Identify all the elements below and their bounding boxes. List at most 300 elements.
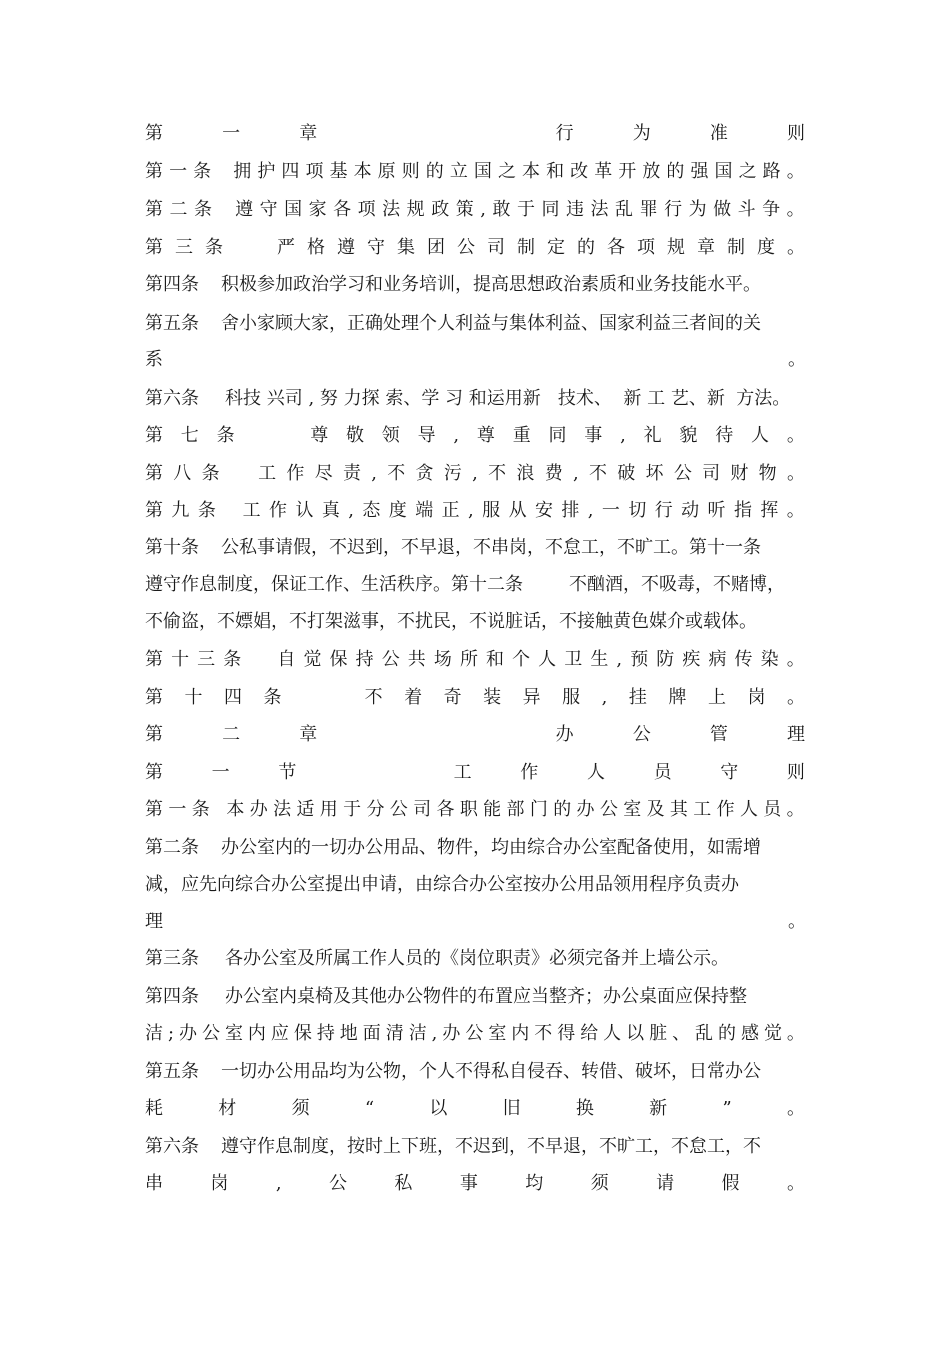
article-body-char: 服 [482,500,501,521]
article-2-3 [145,947,729,971]
article-body-char: 立 [449,161,468,182]
article-body-char: 排 [561,500,580,521]
article-head-char: 第 [145,237,163,258]
article-body: 办公室内的一切办公用品、物件，均由综合办公室配备使用，如需增 [221,837,761,858]
article-body-char: 尊 [476,425,495,446]
article-body-char: 敢 [492,199,511,220]
article-body-char: 事 [459,1173,478,1194]
article-body-char: 办 [249,799,268,820]
article-body-char: 作 [716,799,735,820]
section-1-title-char: 节 [278,762,297,783]
article-body-char: 人 [538,649,557,670]
article-body-char: 场 [433,649,452,670]
article-body-char: 觉 [763,1023,782,1044]
section-1-title-char: 一 [211,762,230,783]
article-body-char: 乱 [695,1023,714,1044]
article-body-char: 斗 [737,199,756,220]
article-body-char: 室 [488,1023,507,1044]
article-body-char: 一 [601,500,620,521]
section-1-title [145,761,805,785]
article-body: 各办公室及所属工作人员的《岗位职责》必须完备并上墙公示。 [225,948,729,969]
article-body-char: 的 [425,161,444,182]
article-body-char: 四 [281,161,300,182]
article-body-char: 国 [714,161,733,182]
article-body-char: 应 [270,1023,289,1044]
article-head-char: 条 [191,799,210,820]
article-body-char: 端 [415,500,434,521]
article-body-char: 感 [740,1023,759,1044]
article-body-char: 分 [366,799,385,820]
article-body-char: 室 [623,799,642,820]
article-body-char: 不 [364,687,383,708]
article-body-char: 工 [258,463,277,484]
article-head: 第六条 [145,388,199,409]
article-body-char: 指 [733,500,752,521]
article-body-char: 的 [577,237,595,258]
article-body-char: 公 [389,799,408,820]
article-2-1 [145,798,805,822]
article-body-char: 人 [603,1023,622,1044]
article-body-char: 之 [738,161,757,182]
article-body-char: 。 [786,1023,805,1044]
article-body-char: 。 [787,237,805,258]
section-1-title-char: 则 [786,762,805,783]
article-body-char: 导 [417,425,436,446]
article-head: 第四条 [145,274,199,295]
article-head-char: 条 [205,237,223,258]
article-body-char: 司 [413,799,432,820]
chapter-2-title-char: 管 [709,724,728,745]
article-body-char: 室 [224,1023,243,1044]
article-body-char: 的 [718,1023,736,1044]
article-body-char: 领 [381,425,400,446]
article-body-char: 守 [259,199,278,220]
article-body-char: 拥 [233,161,252,182]
article-body-char: 办 [576,799,595,820]
article-body-char: 待 [715,425,734,446]
article-body-char: 保 [329,649,348,670]
article-body-char: 持 [316,1023,335,1044]
article-body-char: 项 [305,161,324,182]
article-body-char: 放 [642,161,661,182]
article-body-char: 耗 [145,1098,163,1119]
article-body-char: 装 [483,687,502,708]
article-body-char: , [348,500,354,521]
article-body-char: 公 [329,1173,347,1194]
article-body-char: 共 [407,649,426,670]
article-body-char: 。 [786,425,805,446]
article-1-3 [145,236,805,260]
article-head: 第十条 [145,537,199,558]
article-body-char: 法 [382,199,401,220]
article-body-char: 得 [557,1023,576,1044]
article-body-char: 生 [590,649,609,670]
article-head: 第六条 [145,1136,199,1157]
article-body-char: 私 [394,1173,413,1194]
article-body: 一切办公用品均为公物，个人不得私自侵吞、转借、破坏，日常办公 [221,1061,761,1082]
article-body-char: 路 [762,161,781,182]
article-body-char: 给 [580,1023,599,1044]
article-body-char: 格 [307,237,325,258]
article-body-char: 公 [599,799,618,820]
chapter-2-title-char: 第 [145,724,163,745]
article-body-char: 洁 [145,1023,163,1044]
article-body-char: 异 [522,687,541,708]
article-body-char: 服 [562,687,581,708]
article-body-char: 人 [751,425,770,446]
article-body: 遵守作息制度，按时上下班，不迟到，不早退，不旷工，不怠工，不 [221,1136,761,1157]
article-body-char: 病 [708,649,727,670]
article-head-char: 七 [180,425,199,446]
section-1-title-char: 作 [520,762,539,783]
article-body-char: 本 [522,161,540,182]
article-body-char: 。 [786,1098,805,1119]
article-body-char: 费 [544,463,563,484]
article-body-char: 正 [441,500,460,521]
chapter-1-title-char: 则 [786,123,805,144]
article-body-char: 安 [534,500,553,521]
article-body-char: 礼 [643,425,662,446]
article-body-char: 强 [690,161,709,182]
article-body-char: 同 [548,425,567,446]
article-head-char: 条 [223,649,242,670]
article-head-char: 第 [145,463,163,484]
article-body-char: 均 [525,1173,544,1194]
article-body-char: 之 [497,161,516,182]
article-body-char: 守 [367,237,385,258]
article-body-char: 预 [630,649,649,670]
article-head: 第三条 [145,948,199,969]
chapter-2-title-char: 公 [632,724,651,745]
article-body-char: 。 [786,799,805,820]
article-body-char: 防 [656,649,675,670]
article-1-10 [145,536,761,560]
article-1-11 [145,573,785,597]
article-body-char: ; [167,1023,175,1044]
article-body: 不偷盗，不嫖娼，不打架滋事，不扰民，不说脏话，不接触黄色媒介或载体。 [145,611,757,632]
article-body-char: 觉 [303,649,322,670]
article-body-char: 项 [357,199,376,220]
article-body-char: 办 [442,1023,461,1044]
article-head: 第五条 [145,1061,199,1082]
article-body-char: , [275,1173,282,1194]
article-body-char: 贪 [415,463,434,484]
article-head-char: 第 [145,161,163,182]
article-body-char: 护 [257,161,276,182]
article-head-char: 条 [263,687,282,708]
article-body-char: 听 [707,500,726,521]
article-body-char: 公 [465,1023,484,1044]
article-body-char: 同 [541,199,560,220]
article-body-char: 牌 [668,687,687,708]
article-body-char: 动 [681,500,700,521]
chapter-1-title-char: 第 [145,123,163,144]
article-body-char: 违 [566,199,585,220]
article-body-char: 公 [673,463,692,484]
article-1-12 [145,610,757,634]
article-head-char: 条 [216,425,235,446]
article-1-5-tail [145,348,805,372]
article-body-char: 认 [295,500,314,521]
chapter-1-title-char: 行 [555,123,574,144]
article-body-char: 适 [296,799,315,820]
article-1-2 [145,198,805,222]
chapter-1-title-char: 准 [709,123,728,144]
article-1-13 [145,648,805,672]
chapter-2-title-char: 章 [299,724,318,745]
article-body-char: 不 [588,463,607,484]
article-body-char: 破 [617,463,636,484]
article-body-char: 乱 [615,199,634,220]
article-body-char: 规 [406,199,425,220]
article-head-char: 九 [171,500,190,521]
article-body-char: 本 [353,161,372,182]
article-body-char: 和 [546,161,565,182]
article-body-char: 奇 [443,687,462,708]
article-body-char: 责 [342,463,361,484]
article-body-char: 卫 [564,649,583,670]
article-2-4-cont [145,1022,805,1046]
article-body-char: 为 [688,199,707,220]
article-body-char: 门 [529,799,548,820]
article-body-char: 污 [443,463,462,484]
article-body-char: 司 [702,463,721,484]
article-body: 减，应先向综合办公室提出申请，由综合办公室按办公用品领用程序负责办 [145,874,739,895]
article-head-char: 条 [194,199,213,220]
article-body-char: 其 [669,799,688,820]
article-body-char: 则 [401,161,420,182]
article-period: 。 [788,349,806,370]
article-1-9 [145,499,805,523]
article-body-char: 着 [404,687,423,708]
article-head-char: 条 [193,161,212,182]
article-tail: 系 [145,349,163,370]
article-body-char: 的 [666,161,685,182]
article-1-6 [145,387,790,411]
article-body-char: 不 [387,463,406,484]
article-body-char: 各 [607,237,625,258]
article-body-char: 员 [763,799,782,820]
article-body-char: 公 [381,649,400,670]
article-head-char: 十 [184,687,203,708]
article-2-6 [145,1135,761,1159]
section-1-title-char: 人 [586,762,605,783]
article-body-char: 公 [457,237,475,258]
section-1-title-char: 工 [453,762,472,783]
article-head-char: 第 [145,199,163,220]
article-body-char: 浪 [516,463,535,484]
article-body-char: 政 [431,199,450,220]
article-tail: 理 [145,911,163,932]
article-head-char: 第 [145,500,163,521]
article-body-char: 改 [570,161,589,182]
article-body-char: 自 [277,649,296,670]
article-body-char: 不 [534,1023,553,1044]
article-body-char: 染 [760,649,779,670]
article-body-char: , [371,463,377,484]
article-body-char: 作 [286,463,305,484]
article-body-char: 脏 [649,1023,668,1044]
article-body-2: 不酗酒，不吸毒，不赌博， [569,574,785,595]
article-2-5 [145,1060,761,1084]
article-body-char: 材 [218,1098,237,1119]
article-body-char: 度 [757,237,775,258]
article-body-char: 各 [333,199,352,220]
article-body: 积极参加政治学习和业务培训，提高思想政治素质和业务技能水平。 [221,274,761,295]
article-body-char: 团 [427,237,445,258]
article-body-char: 须 [291,1098,310,1119]
article-body-char: ” [722,1098,732,1119]
article-body-char: 持 [355,649,374,670]
article-body-char: 以 [626,1023,645,1044]
article-body-char: 规 [667,237,685,258]
article-body-char: 假 [721,1173,740,1194]
article-2-2 [145,836,761,860]
article-2-2-cont [145,873,739,897]
article-body-char: 旧 [502,1098,521,1119]
article-body-char: 。 [786,463,805,484]
article-body-char: , [601,687,608,708]
article-body-char: 策 [455,199,474,220]
article-body-char: , [472,463,478,484]
article-head-char: 第 [145,649,163,670]
article-body-char: , [620,425,626,446]
article-body-char: 于 [516,199,535,220]
article-body-char: 貌 [679,425,698,446]
article-body-char: 于 [343,799,362,820]
article-body-char: 司 [487,237,505,258]
article-body-char: 职 [459,799,478,820]
article-body-char: 面 [362,1023,381,1044]
article-body-char: 挂 [628,687,647,708]
article-body-char: 新 [649,1098,668,1119]
article-body-char: 换 [575,1098,594,1119]
article-body-char: 。 [786,199,805,220]
article-body-char: 保 [293,1023,312,1044]
article-period: 。 [788,911,806,932]
article-head-char: 一 [169,161,188,182]
article-head-char: 二 [169,199,188,220]
chapter-1-title [145,122,805,146]
article-head-char: 八 [173,463,192,484]
article-body-char: 罪 [639,199,658,220]
article-body-char: 。 [786,649,805,670]
article-body-char: 切 [628,500,647,521]
article-body-char: 行 [654,500,673,521]
article-body-char: 各 [436,799,455,820]
article-1-8 [145,462,805,486]
article-head-char: 第 [145,425,163,446]
article-body-char: 办 [179,1023,198,1044]
chapter-1-title-char: 为 [632,123,651,144]
article-body-char: 开 [618,161,637,182]
article-body-char: 。 [786,687,805,708]
article-body-char: 传 [734,649,753,670]
article-body-char: , [616,649,623,670]
article-body-char: 基 [329,161,348,182]
article-body-char: 及 [646,799,665,820]
article-head-char: 十 [171,649,190,670]
article-body-char: 国 [284,199,303,220]
article-1-14 [145,686,805,710]
article-body-char: 所 [459,649,478,670]
article-body-char: 挥 [760,500,779,521]
article-body-char: 遵 [337,237,355,258]
article-body-char: 态 [362,500,381,521]
article-body: 公私事请假，不迟到，不早退，不串岗，不怠工，不旷工。第十一条 [221,537,761,558]
article-body-char: 个 [512,649,531,670]
chapter-2-title-char: 办 [555,724,574,745]
article-body-char: 能 [483,799,502,820]
article-body-char: 清 [385,1023,404,1044]
article-1-5 [145,312,761,336]
section-1-title-char: 守 [720,762,739,783]
article-body-char: 。 [786,1173,805,1194]
chapter-2-title [145,723,805,747]
article-body-char: 项 [637,237,655,258]
article-body-char: 地 [339,1023,358,1044]
article-body-char: 工 [693,799,712,820]
article-body-char: 疾 [682,649,701,670]
article-body-char: 物 [758,463,777,484]
article-body-char: 公 [201,1023,220,1044]
article-body-char: 家 [308,199,327,220]
article-head-char: 第 [145,799,163,820]
article-head-char: 四 [224,687,243,708]
article-body-char: 工 [242,500,261,521]
article-body-char: 岗 [210,1173,229,1194]
article-body-char: 做 [713,199,732,220]
article-body-char: 度 [388,500,407,521]
article-body-char: , [468,500,474,521]
article-body-char: 。 [786,161,805,182]
chapter-2-title-char: 理 [786,724,805,745]
article-body-char: 尽 [314,463,333,484]
article-body-char: 串 [145,1173,163,1194]
article-body-char: 以 [429,1098,448,1119]
chapter-2-title-char: 二 [222,724,241,745]
article-body: 舍小家顾大家，正确处理个人利益与集体利益、国家利益三者间的关 [221,313,761,334]
article-body-char: 尊 [310,425,329,446]
article-body-char: 本 [226,799,245,820]
article-body-char: 上 [707,687,726,708]
article-body-char: 和 [486,649,505,670]
article-body-char: 坏 [645,463,664,484]
article-body-char: 作 [269,500,288,521]
article-head: 第四条 [145,986,199,1007]
article-body: 科技 兴司 , 努 力探 索、学 习 和运用新 技术、 新 工 艺、新 方法。 [225,388,791,409]
article-body-char: 的 [553,799,572,820]
article-body-char: 内 [247,1023,266,1044]
article-body-char: 部 [506,799,525,820]
article-1-4 [145,273,761,297]
article-body-char: 须 [590,1173,609,1194]
section-1-title-char: 员 [653,762,672,783]
article-body-char: , [572,463,579,484]
article-body-char: “ [364,1098,375,1119]
article-head-char: 三 [197,649,216,670]
article-body-char: 请 [656,1173,675,1194]
chapter-1-title-char: 章 [299,123,318,144]
article-head: 第五条 [145,313,199,334]
article-body-char: 真 [321,500,340,521]
article-body-char: 用 [319,799,338,820]
article-2-4 [145,985,747,1009]
article-body-char: 敬 [345,425,364,446]
article-body-char: 法 [273,799,292,820]
article-body-char: , [587,500,594,521]
article-head-char: 第 [145,687,163,708]
